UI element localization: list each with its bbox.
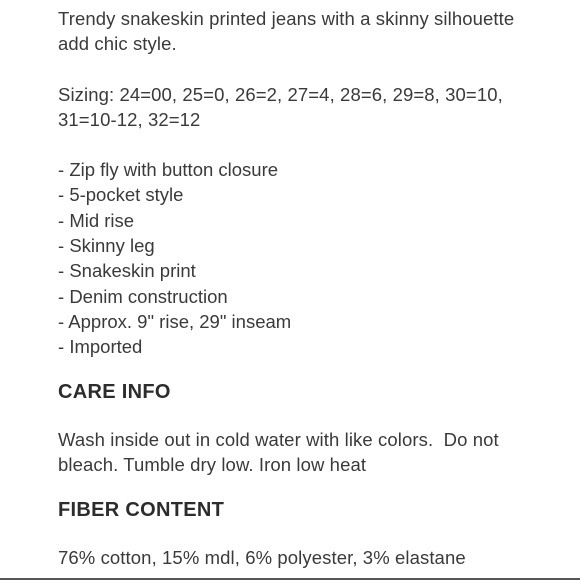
- care-line-1: Wash inside out in cold water with like colors. Do not: [58, 428, 499, 450]
- feature-item: - Snakeskin print: [58, 258, 568, 283]
- sizing-info: [58, 82, 568, 133]
- sizing-line-2: 31=10-12, 32=12: [58, 108, 201, 130]
- feature-item: - Skinny leg: [58, 233, 568, 258]
- feature-item: - 5-pocket style: [58, 182, 568, 207]
- feature-item: - Imported: [58, 334, 568, 359]
- care-info-text: [58, 427, 568, 478]
- fiber-content-text: 76% cotton, 15% mdl, 6% polyester, 3% elastane: [58, 547, 466, 569]
- product-details: [58, 6, 568, 570]
- care-line-2: bleach. Tumble dry low. Iron low heat: [58, 453, 367, 475]
- sizing-line-1: Sizing: 24=00, 25=0, 26=2, 27=4, 28=6, 29=8, 30=10,: [58, 83, 503, 105]
- spacer: [58, 57, 568, 82]
- feature-item: - Mid rise: [58, 208, 568, 233]
- feature-item: - Approx. 9" rise, 29" inseam: [58, 309, 568, 334]
- feature-item: - Zip fly with button closure: [58, 157, 568, 182]
- product-description: [58, 6, 568, 57]
- fiber-content-heading: FIBER CONTENT: [58, 499, 225, 522]
- spacer: [58, 132, 568, 157]
- spacer: [58, 477, 568, 498]
- spacer: [58, 360, 568, 380]
- description-line-1: Trendy snakeskin printed jeans with a skinny silhouette: [58, 8, 515, 29]
- spacer: [58, 405, 568, 427]
- feature-list: [58, 157, 568, 359]
- spacer: [58, 523, 568, 545]
- care-info-heading: CARE INFO: [58, 380, 171, 403]
- description-line-2: add chic style.: [58, 33, 177, 55]
- feature-item: - Denim construction: [58, 284, 568, 309]
